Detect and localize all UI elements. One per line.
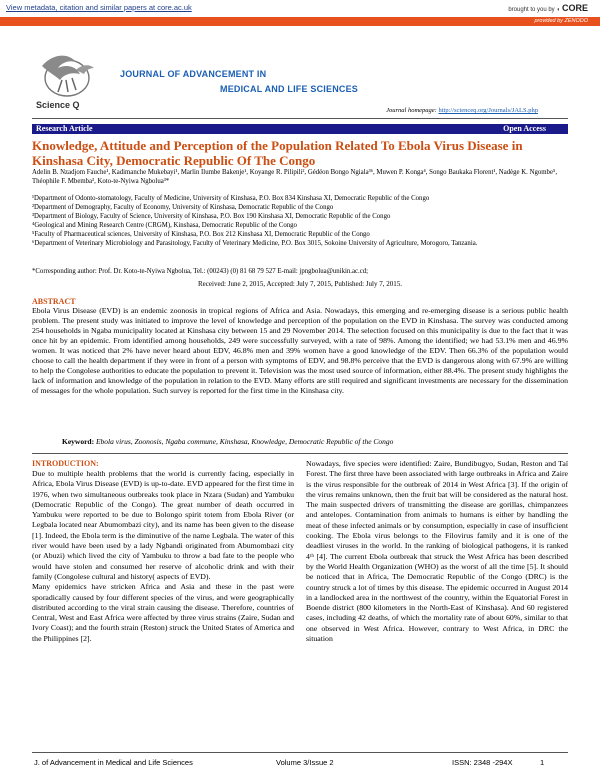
footer-volume: Volume 3/Issue 2 <box>276 758 334 767</box>
keywords-label: Keyword: <box>62 437 95 446</box>
affiliation: ⁴Geological and Mining Research Centre (CRGM), Kinshasa, Democratic Republic of the Congo <box>32 222 297 229</box>
affiliation: ⁵Faculty of Pharmaceutical sciences, University of Kinshasa, P.O. Box 212 Kinshasa XI, Democratic Republic of the Congo <box>32 231 370 238</box>
article-type-bar <box>32 124 568 134</box>
core-logo: CORE <box>561 3 588 13</box>
corresponding-author: *Corresponding author: Prof. Dr. Koto-te-Nyiwa Ngbolua, Tel.: (00243) (0) 81 68 79 527 E-mail: jpngbolua@unikin.ac.cd; <box>32 268 369 275</box>
introduction-heading: INTRODUCTION: <box>32 459 99 468</box>
core-banner <box>0 0 600 18</box>
footer-divider <box>32 752 568 753</box>
provided-by-text: provided by ZENODO <box>534 18 588 24</box>
paragraph: Due to multiple health problems that the world is currently facing, especially in Africa, Ebola Virus Disease (EVD) is up-to-date. EVD appeared for the first time in 1976, when two simultaneous outbreaks took place in Nzara (Sudan) and Yambuku (Democratic Republic of the Congo). The great number of death occurred in Yambuku were reported to be due to Bolongo spirit totem from Ebola River (or Legbala located near Abumombazi city), and its name has been given to the disease [1]. Indeed, the Ebola term is the diminutive of the name Legbala. The water of this river would have been used by a lady Ngbandi originated from Abumombazi city (or Abuzi) which lived the city of Yambuku to throw a bad fate to the people who would have stolen and consumed her reserve of alcoholic drink and with their family (Congolese cultural and history( aspects of EVD). <box>32 469 295 581</box>
abstract-text: Ebola Virus Disease (EVD) is an endemic zoonosis in tropical regions of Africa and Asia. Nowadays, this emerging and re-emerging disease is a serious public health problem. The present study was initiated to improve the level of knowledge and perception of the population on the EVD in Kinshasa. The survey was conducted among 254 households in Ngaba municipality located at Kinshasa city between 15 and 29 November 2014. The selection focused on this municipality is due to the fact that it was once hit by an epidemic. From identified among households, 249 were successfully surveyed, with a rate of 98%. Among the identified; we had 53.1% men and 46.9% women. It was noticed that 2% have never heard about EDV, 46.8% men and 39% women have a good knowledge of the EDV. Then 66.3% of the population would choose to call the health department if they were in front of a person with symptoms of EDV, and 98.8% perceive that the EVD is dangerous along with 67.9% are willing to help the Congolese authorities to educate the population to prevent it. Television was the most used source of information, either 88.4%. The present study highlights the lack of information and knowledge of the population in relation to the EVD. Many efforts are still required and significant investments are necessary for the dissemination of messages for the whole population. Such survey is reported for the first time in the Kinshasa city. <box>32 306 568 395</box>
open-access-label: Open Access <box>503 124 546 133</box>
keywords-list: Ebola virus, Zoonosis, Ngaba commune, Kinshasa, Knowledge, Democratic Republic of the Congo <box>95 437 394 446</box>
abstract-heading: ABSTRACT <box>32 297 76 306</box>
core-brand[interactable] <box>508 3 588 13</box>
body-column-right <box>306 459 568 644</box>
core-link[interactable]: View metadata, citation and similar papers at core.ac.uk <box>6 3 192 12</box>
brought-by-text: brought to you by <box>508 7 555 13</box>
keywords <box>62 437 393 446</box>
homepage-label: Journal homepage: <box>386 107 437 114</box>
paragraph: Many epidemics have stricken Africa and Asia and these in the past were sporadically caused by four different species of the virus, and were geographically distributed according to the viral strain causing the disease. Therefore, countries of Central, West and East Africa were affected by three virus strains (Zaire, Sudan and Ivory Coast); and the fourth strain (Reston) struck the United States of America and the Philippines [2]. <box>32 582 294 643</box>
author-list: Adelin B. Nzadjom Fauche¹, Kadimanche Mukebayi¹, Marlin Ilumbe Bakenje¹, Koyange R. Pilipili², Gédéon Bongo Ngiala³⁶, Muwen P. Konga⁴, Songo Baukaka Florent¹, Nadège K. Ngombe⁵, Théophile F. Mbemba³, Koto-te-Nyiwa Ngbolua³* <box>32 169 558 185</box>
journal-homepage <box>386 107 538 114</box>
article-type: Research Article <box>36 124 93 133</box>
core-metadata-link[interactable] <box>6 3 192 12</box>
affiliation: ³Department of Biology, Faculty of Science, University of Kinshasa, P.O. Box 190 Kinshasa XI, Democratic Republic of the Congo <box>32 213 391 220</box>
body-column-left <box>32 469 294 644</box>
footer-issn: ISSN: 2348 -294X <box>452 758 513 767</box>
abstract-divider <box>32 453 568 454</box>
zenodo-bar <box>0 17 600 26</box>
core-logo-icon: ◖ <box>556 7 560 13</box>
journal-name-line2: MEDICAL AND LIFE SCIENCES <box>220 84 359 94</box>
homepage-link[interactable]: http://scienceq.org/Journals/JALS.php <box>438 107 538 114</box>
header-divider <box>32 118 568 119</box>
article-title: Knowledge, Attitude and Perception of the Population Related To Ebola Virus Disease in Kinshasa City, Democratic Republic Of The Congo <box>32 138 523 168</box>
journal-name-line1: JOURNAL OF ADVANCEMENT IN <box>120 69 267 79</box>
footer-journal: J. of Advancement in Medical and Life Sciences <box>34 758 193 767</box>
publication-dates: Received: June 2, 2015, Accepted: July 7, 2015, Published: July 7, 2015. <box>198 280 402 288</box>
affiliation: ¹Department of Odonto-stomatology, Faculty of Medicine, University of Kinshasa, P.O. Box 834 Kinshasa XI, Democratic Republic of the Congo <box>32 195 430 202</box>
page-number: 1 <box>540 758 545 767</box>
affiliation: ⁶Department of Veterinary Microbiology and Parasitology, Faculty of Veterinary Medicine, P.O. Box 3015, Sokoine University of Agriculture, Morogoro, Tanzania. <box>32 240 478 247</box>
paragraph: Nowadays, five species were identified: Zaire, Bundibugyo, Sudan, Reston and Taï Forest. The first three have been associated with large outbreaks in Africa and Zaire is the virus responsible for the outbreak of 2014 in West Africa [3]. If the origin of the virus remains unknown, then the fruit bat will be considered as the natural host. The main suspected drivers of transmitting the disease are gorillas, chimpanzees and antelopes. Contamination from animals to humans is either by handling the meat of these infected animals or by consumption, especially in case of insufficient cooking. The Ebola virus belongs to the Filovirus family and it is one of the deadliest viruses in the world. In the ranking of biological pathogens, it is ranked 4ᵗʰ [4]. The current Ebola outbreak that struck the West Africa has been described by the World Health Organization (WHO) as the worst of all the time [5]. It should be noticed that in Africa, The Democratic Republic of the Congo (DRC) is the country struck a lot of times by this disease. The epidemic occurred in August 2014 in a landlocked area in the northwest of the country, within the Equatorial Forest in Boende district (800 kilometers in the North-East of Kinshasa). And 60 registered cases, including 42 deaths, of which the mortality rate of about 60%, similar to that one observed in West Africa. However, contrary to West Africa, in DRC the situation <box>306 459 568 644</box>
logo-text: Science Q <box>36 100 80 110</box>
affiliation: ²Department of Demography, Faculty of Economy, University of Kinshasa, Democratic Republic of the Congo <box>32 204 334 211</box>
